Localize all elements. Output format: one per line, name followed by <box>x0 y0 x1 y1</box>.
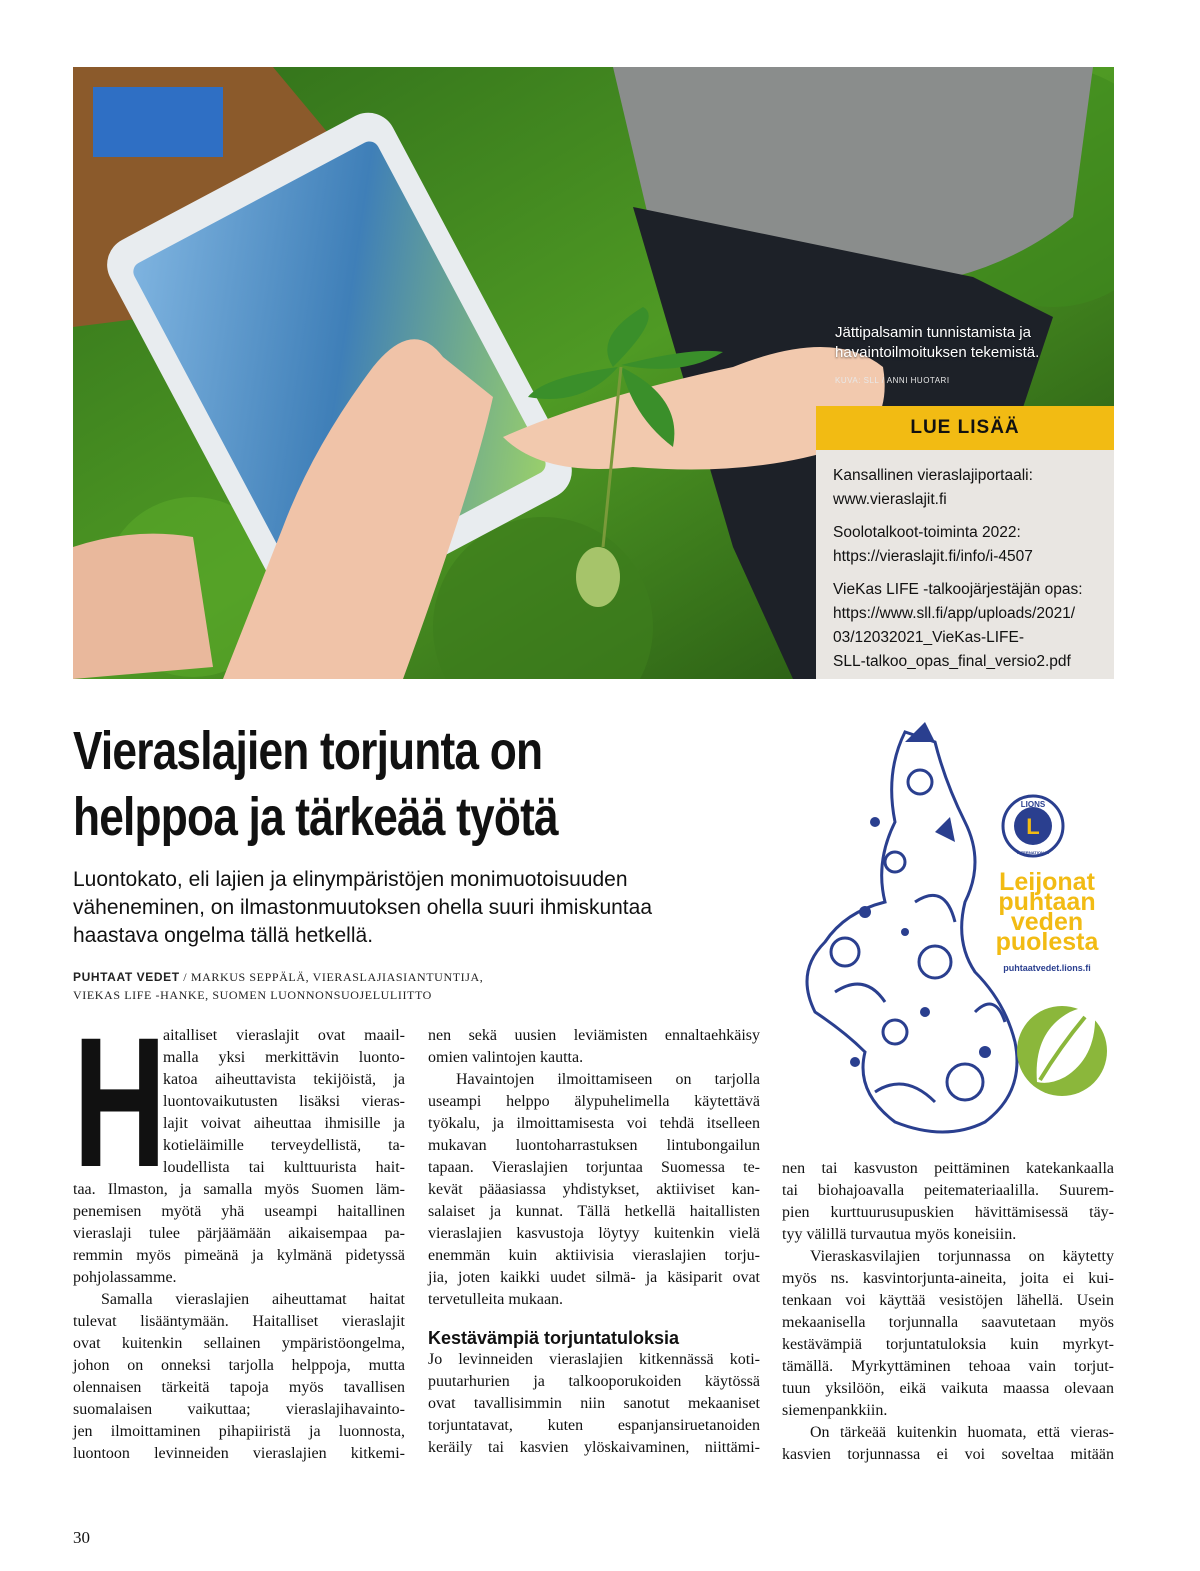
body-line: luontoon levinneiden vieraslajien kitkemi- <box>73 1445 405 1462</box>
read-more-text: Soolotalkoot-toiminta 2022: <box>833 524 1021 541</box>
body-line: malla yksi merkittävin luonto- <box>163 1049 405 1066</box>
column-3 <box>782 1158 1114 1466</box>
body-line: kasvien torjunnassa ei voi soveltaa mitään <box>782 1446 1114 1463</box>
body-line: aitalliset vieraslajit ovat maail- <box>163 1027 405 1044</box>
lead-line: Luontokato, eli lajien ja elinympäristöjen monimuotoisuuden <box>73 868 628 891</box>
lions-advertisement <box>775 712 1115 1147</box>
body-line: jia, joten kaikki uudet silmä- ja käsiparit ovat <box>428 1269 760 1286</box>
body-line: vieraslaji tulee pärjäämään aikaisempaa pa- <box>73 1225 405 1242</box>
body-line: mukavan luontoharrastuksen lintubongailun <box>428 1137 760 1154</box>
ad-line: Leijonat <box>999 868 1095 896</box>
read-more-item <box>833 521 1114 569</box>
column-1-drop <box>163 1025 405 1179</box>
body-line: luontovaikutusten lisäksi vieras- <box>163 1093 405 1110</box>
body-line: suomalaisen vaikuttaa; vieraslajihavainto- <box>73 1401 405 1418</box>
read-more-item <box>833 464 1114 512</box>
read-more-text: Kansallinen vieraslajiportaali: <box>833 467 1033 484</box>
byline <box>73 968 483 1004</box>
body-line: nen tai kasvuston peittäminen katekankaalla <box>782 1160 1114 1177</box>
body-line: tulevat lisääntymään. Haitalliset vieraslajit <box>73 1313 405 1330</box>
drop-cap: H <box>73 1000 167 1206</box>
lions-letter: L <box>1026 814 1040 839</box>
photo-credit: KUVA: SLL / ANNI HUOTARI <box>835 376 950 385</box>
lions-ring-text: INTERNATIONAL <box>1016 850 1050 855</box>
read-more-link[interactable]: https://www.sll.fi/app/uploads/2021/ <box>833 605 1076 622</box>
body-line: työkalu, ja ilmoittamisesta voi tehdä itselleen <box>428 1115 760 1132</box>
body-line: ovat kuitenkin sellainen ympäristöongelma, <box>73 1335 405 1352</box>
lead-line: väheneminen, on ilmastonmuutoksen ohella suuri ihmiskuntaa <box>73 896 652 919</box>
lions-logo <box>1003 796 1063 856</box>
body-line: kestävämpiä torjuntatuloksia kuin myrkyt- <box>782 1336 1114 1353</box>
body-line: Jo levinneiden vieraslajien kitkennässä koti- <box>428 1351 760 1368</box>
photo-caption <box>835 323 1095 363</box>
title-line: Vieraslajien torjunta on <box>73 721 543 781</box>
caption-line: havaintoilmoituksen tekemistä. <box>835 344 1040 361</box>
read-more-heading: LUE LISÄÄ <box>816 406 1114 450</box>
read-more-text: VieKas LIFE -talkoojärjestäjän opas: <box>833 581 1083 598</box>
ad-line: puolesta <box>995 928 1099 956</box>
read-more-box <box>816 406 1114 679</box>
body-line: vieraslajien kasvustoja löytyy kuitenkin vielä <box>428 1225 760 1242</box>
byline-author: / MARKUS SEPPÄLÄ, VIERASLAJIASIANTUNTIJA, <box>179 970 484 984</box>
read-more-item <box>833 578 1114 674</box>
body-line: omien valintojen kautta. <box>428 1049 584 1066</box>
body-line: puutarhurien ja talkooporukoiden käytössä <box>428 1373 760 1390</box>
body-line: nen sekä uusien leviämisten ennaltaehkäisy <box>428 1027 760 1044</box>
ad-url[interactable]: puhtaatvedet.lions.fi <box>1003 963 1091 973</box>
body-line: lajit voivat aiheuttaa ihmisille ja <box>163 1115 405 1132</box>
body-line: johon on onneksi tarjolla helppoja, mutta <box>73 1357 405 1374</box>
read-more-link[interactable]: https://vieraslajit.fi/info/i-4507 <box>833 548 1033 565</box>
byline-section: PUHTAAT VEDET <box>73 970 180 984</box>
body-line: kevät pääasiassa yhdistykset, aktiiviset kan- <box>428 1181 760 1198</box>
article-title <box>73 718 558 850</box>
leaf-logo <box>1017 1006 1107 1096</box>
ad-line: puhtaan <box>998 888 1096 916</box>
lead-line: haastava ongelma tällä hetkellä. <box>73 924 374 947</box>
body-line: tapaan. Vieraslajien torjuntaa Suomessa te- <box>428 1159 760 1176</box>
subheading: Kestävämpiä torjuntatuloksia <box>428 1328 680 1348</box>
body-line: taa. Ilmaston, ja samalla myös Suomen läm- <box>73 1181 405 1198</box>
body-line: loudellista tai kulttuurista hait- <box>163 1159 405 1176</box>
water-creatures-illustration <box>807 732 1017 1132</box>
ad-line: veden <box>1010 908 1084 936</box>
body-line: tämällä. Myrkyttäminen tehoaa vain torjut- <box>782 1358 1114 1375</box>
body-line: enemmän kuin aktiivisia vieraslajien torju- <box>428 1247 760 1264</box>
body-line: tervetulleita mukaan. <box>428 1291 564 1308</box>
body-line: myös ns. kasvintorjunta-aineita, joita ei kui- <box>782 1270 1114 1287</box>
caption-line: Jättipalsamin tunnistamista ja <box>835 324 1031 341</box>
read-more-link[interactable]: www.vieraslajit.fi <box>833 491 947 508</box>
page-number: 30 <box>73 1528 90 1547</box>
article-lead <box>73 866 753 950</box>
body-line: jen ilmoittaminen pihapiiristä ja luonnosta, <box>73 1423 405 1440</box>
body-line: ovat tavallisimmin niin sanotut mekaaniset <box>428 1395 760 1412</box>
body-line: Vieraskasvilajien torjunnassa on käytetty <box>810 1248 1114 1265</box>
body-line: tenkaan voi käyttää vesistöjen lähellä. Usein <box>782 1292 1114 1309</box>
body-line: On tärkeää kuitenkin huomata, että vieras- <box>810 1424 1114 1441</box>
title-line: helppoa ja tärkeää työtä <box>73 787 558 847</box>
body-line: katoa aiheuttavista tekijöistä, ja <box>163 1071 405 1088</box>
byline-affiliation: VIEKAS LIFE -HANKE, SUOMEN LUONNONSUOJELULIITTO <box>73 988 432 1002</box>
body-line: torjuntatavat, kuten espanjansiruetanoiden <box>428 1417 760 1434</box>
body-line: Samalla vieraslajien aiheuttamat haitat <box>101 1291 405 1308</box>
body-line: siemenpankkiin. <box>782 1402 888 1419</box>
body-line: useampi helppo älypuhelimella käytettävä <box>428 1093 760 1110</box>
body-line: olennaisen tärkeitä tapoja myös tavallisen <box>73 1379 405 1396</box>
body-line: penemisen myötä yhä useampi haitallinen <box>73 1203 405 1220</box>
body-line: kotieläimille terveydellistä, ta- <box>163 1137 405 1154</box>
read-more-link[interactable]: 03/12032021_VieKas-LIFE- <box>833 629 1025 646</box>
body-line: remmin myös pimeänä ja kylmänä pidetyssä <box>73 1247 405 1264</box>
body-line: pohjolassamme. <box>73 1269 177 1286</box>
column-2 <box>428 1025 760 1459</box>
lions-badge-text: LIONS <box>1020 800 1046 809</box>
body-line: salaiset ja kunnat. Tällä hetkellä haitallisten <box>428 1203 760 1220</box>
body-line: mekaanisella torjunnalla saavutetaan myös <box>782 1314 1114 1331</box>
read-more-link[interactable]: SLL-talkoo_opas_final_versio2.pdf <box>833 653 1071 670</box>
body-line: pien kurttuurusupuskien hävittämisessä täy- <box>782 1204 1114 1221</box>
body-line: keräily tai kasvien ylöskaivaminen, niittämi- <box>428 1439 760 1456</box>
column-1 <box>73 1179 405 1465</box>
body-line: Havaintojen ilmoittamiseen on tarjolla <box>456 1071 760 1088</box>
body-line: tuun yksilöön, eikä vaikuta maassa olevaan <box>782 1380 1114 1397</box>
body-line: tyy välillä turvautua myös koneisiin. <box>782 1226 1017 1243</box>
body-line: tai biohajoavalla peitemateriaalilla. Suurem- <box>782 1182 1114 1199</box>
